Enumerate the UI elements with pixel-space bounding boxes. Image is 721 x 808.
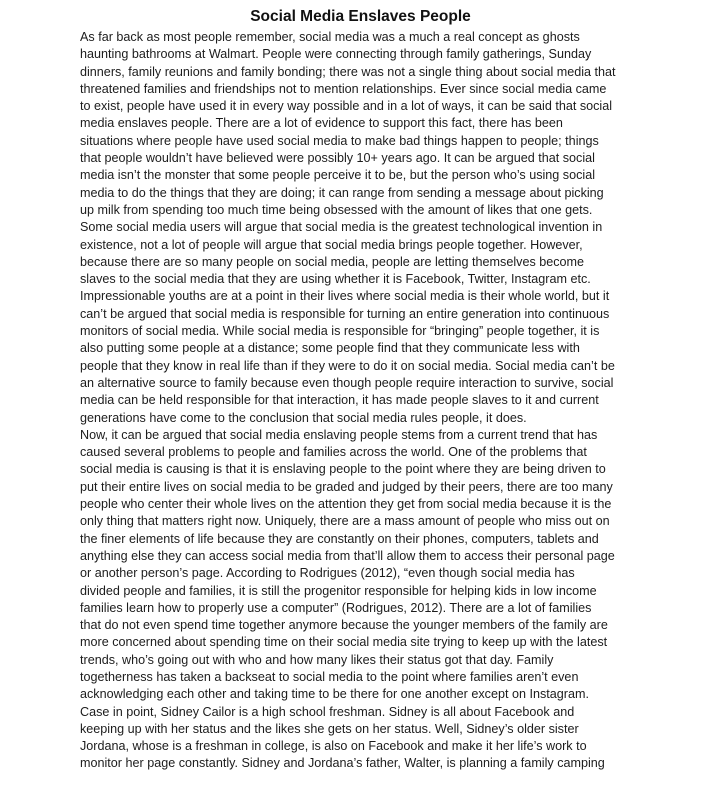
text-line: divided people and families, it is still the progenitor responsible for helping kids in low income (80, 583, 597, 598)
text-line: the finer elements of life because they are constantly on their phones, computers, tablets and (80, 531, 599, 546)
text-line: only thing that matters right now. Uniquely, there are a mass amount of people who miss out on (80, 514, 610, 529)
text-line: because there are so many people on social media, people are letting themselves become (80, 254, 585, 269)
text-line: that do not even spend time together anymore because the younger members of the family are (80, 618, 608, 633)
text-line: Case in point, Sidney Cailor is a high school freshman. Sidney is all about Facebook and (80, 704, 575, 719)
text-line: keeping up with her status and the likes she gets on her status. Well, Sidney’s older sister (80, 721, 579, 736)
text-line: an alternative source to family because even though people require interaction to survive, social (80, 375, 614, 390)
text-line: anything else they can access social media from that’ll allow them to access their personal page (80, 548, 615, 563)
text-line: dinners, family reunions and family bonding; there was not a single thing about social media that (80, 64, 616, 79)
text-line: togetherness has taken a backseat to social media to the point where families aren’t even (80, 669, 579, 684)
text-line: up milk from spending too much time being obsessed with the amount of likes that one gets. (80, 202, 593, 217)
text-line: people that they know in real life than if they were to do it on social media. Social media can’t be (80, 358, 615, 373)
text-line: generations have come to the conclusion that social media rules people, it does. (80, 410, 527, 425)
text-line: existence, not a lot of people will argue that social media brings people together. However, (80, 237, 583, 252)
text-line: situations where people have used social media to make bad things happen to people; things (80, 133, 599, 148)
text-line: that people wouldn’t have believed were possibly 10+ years ago. It can be argued that social (80, 151, 595, 166)
text-line: media enslaves people. There are a lot of evidence to support this fact, there has been (80, 116, 563, 131)
document-title: Social Media Enslaves People (250, 8, 471, 25)
text-line: put their entire lives on social media to be graded and judged by their peers, there are too many (80, 479, 613, 494)
text-line: acknowledging each other and taking time to be there for one another except on Instagram. (80, 687, 589, 702)
text-line: monitors of social media. While social media is responsible for “bringing” people together, it is (80, 324, 600, 339)
text-line: also putting some people at a distance; some people find that they communicate less with (80, 341, 580, 356)
text-line: As far back as most people remember, social media was a much a real concept as ghosts (80, 30, 580, 44)
text-line: Jordana, whose is a freshman in college, is also on Facebook and make it her life’s work to (80, 739, 587, 754)
text-line: social media is causing is that it is enslaving people to the point where they are being driven to (80, 462, 606, 477)
text-line: slaves to the social media that they are using whether it is Facebook, Twitter, Instagram etc. (80, 272, 591, 287)
text-line: haunting bathrooms at Walmart. People were connecting through family gatherings, Sunday (80, 47, 592, 62)
text-line: caused several problems to people and families across the world. One of the problems that (80, 445, 587, 460)
text-line: or another person’s page. According to Rodrigues (2012), “even though social media has (80, 566, 575, 581)
document-body (80, 29, 650, 773)
text-line: media can be held responsible for that interaction, it has made people slaves to it and current (80, 393, 599, 408)
text-line: families learn how to properly use a computer” (Rodrigues, 2012). There are a lot of families (80, 600, 592, 615)
text-line: Impressionable youths are at a point in their lives where social media is their whole world, but it (80, 289, 610, 304)
text-line: people who center their whole lives on the attention they get from social media because it is the (80, 497, 612, 512)
text-line: trends, who’s going out with who and how many likes their status got that day. Family (80, 652, 554, 667)
text-line: Now, it can be argued that social media enslaving people stems from a current trend that has (80, 427, 598, 442)
text-line: media to do the things that they are doing; it can range from sending a message about picking (80, 185, 604, 200)
text-line: can’t be argued that social media is responsible for turning an entire generation into continuous (80, 306, 610, 321)
text-line: threatened families and friendships not to mention relationships. Ever since social media came (80, 81, 607, 96)
text-line: Some social media users will argue that social media is the greatest technological invention in (80, 220, 603, 235)
text-line: monitor her page constantly. Sidney and Jordana’s father, Walter, is planning a family camping (80, 756, 605, 771)
text-line: to exist, people have used it in every way possible and in a lot of ways, it can be said that social (80, 99, 613, 114)
text-line: more concerned about spending time on their social media site trying to keep up with the latest (80, 635, 608, 650)
text-line: media isn’t the monster that some people perceive it to be, but the person who’s using social (80, 168, 596, 183)
